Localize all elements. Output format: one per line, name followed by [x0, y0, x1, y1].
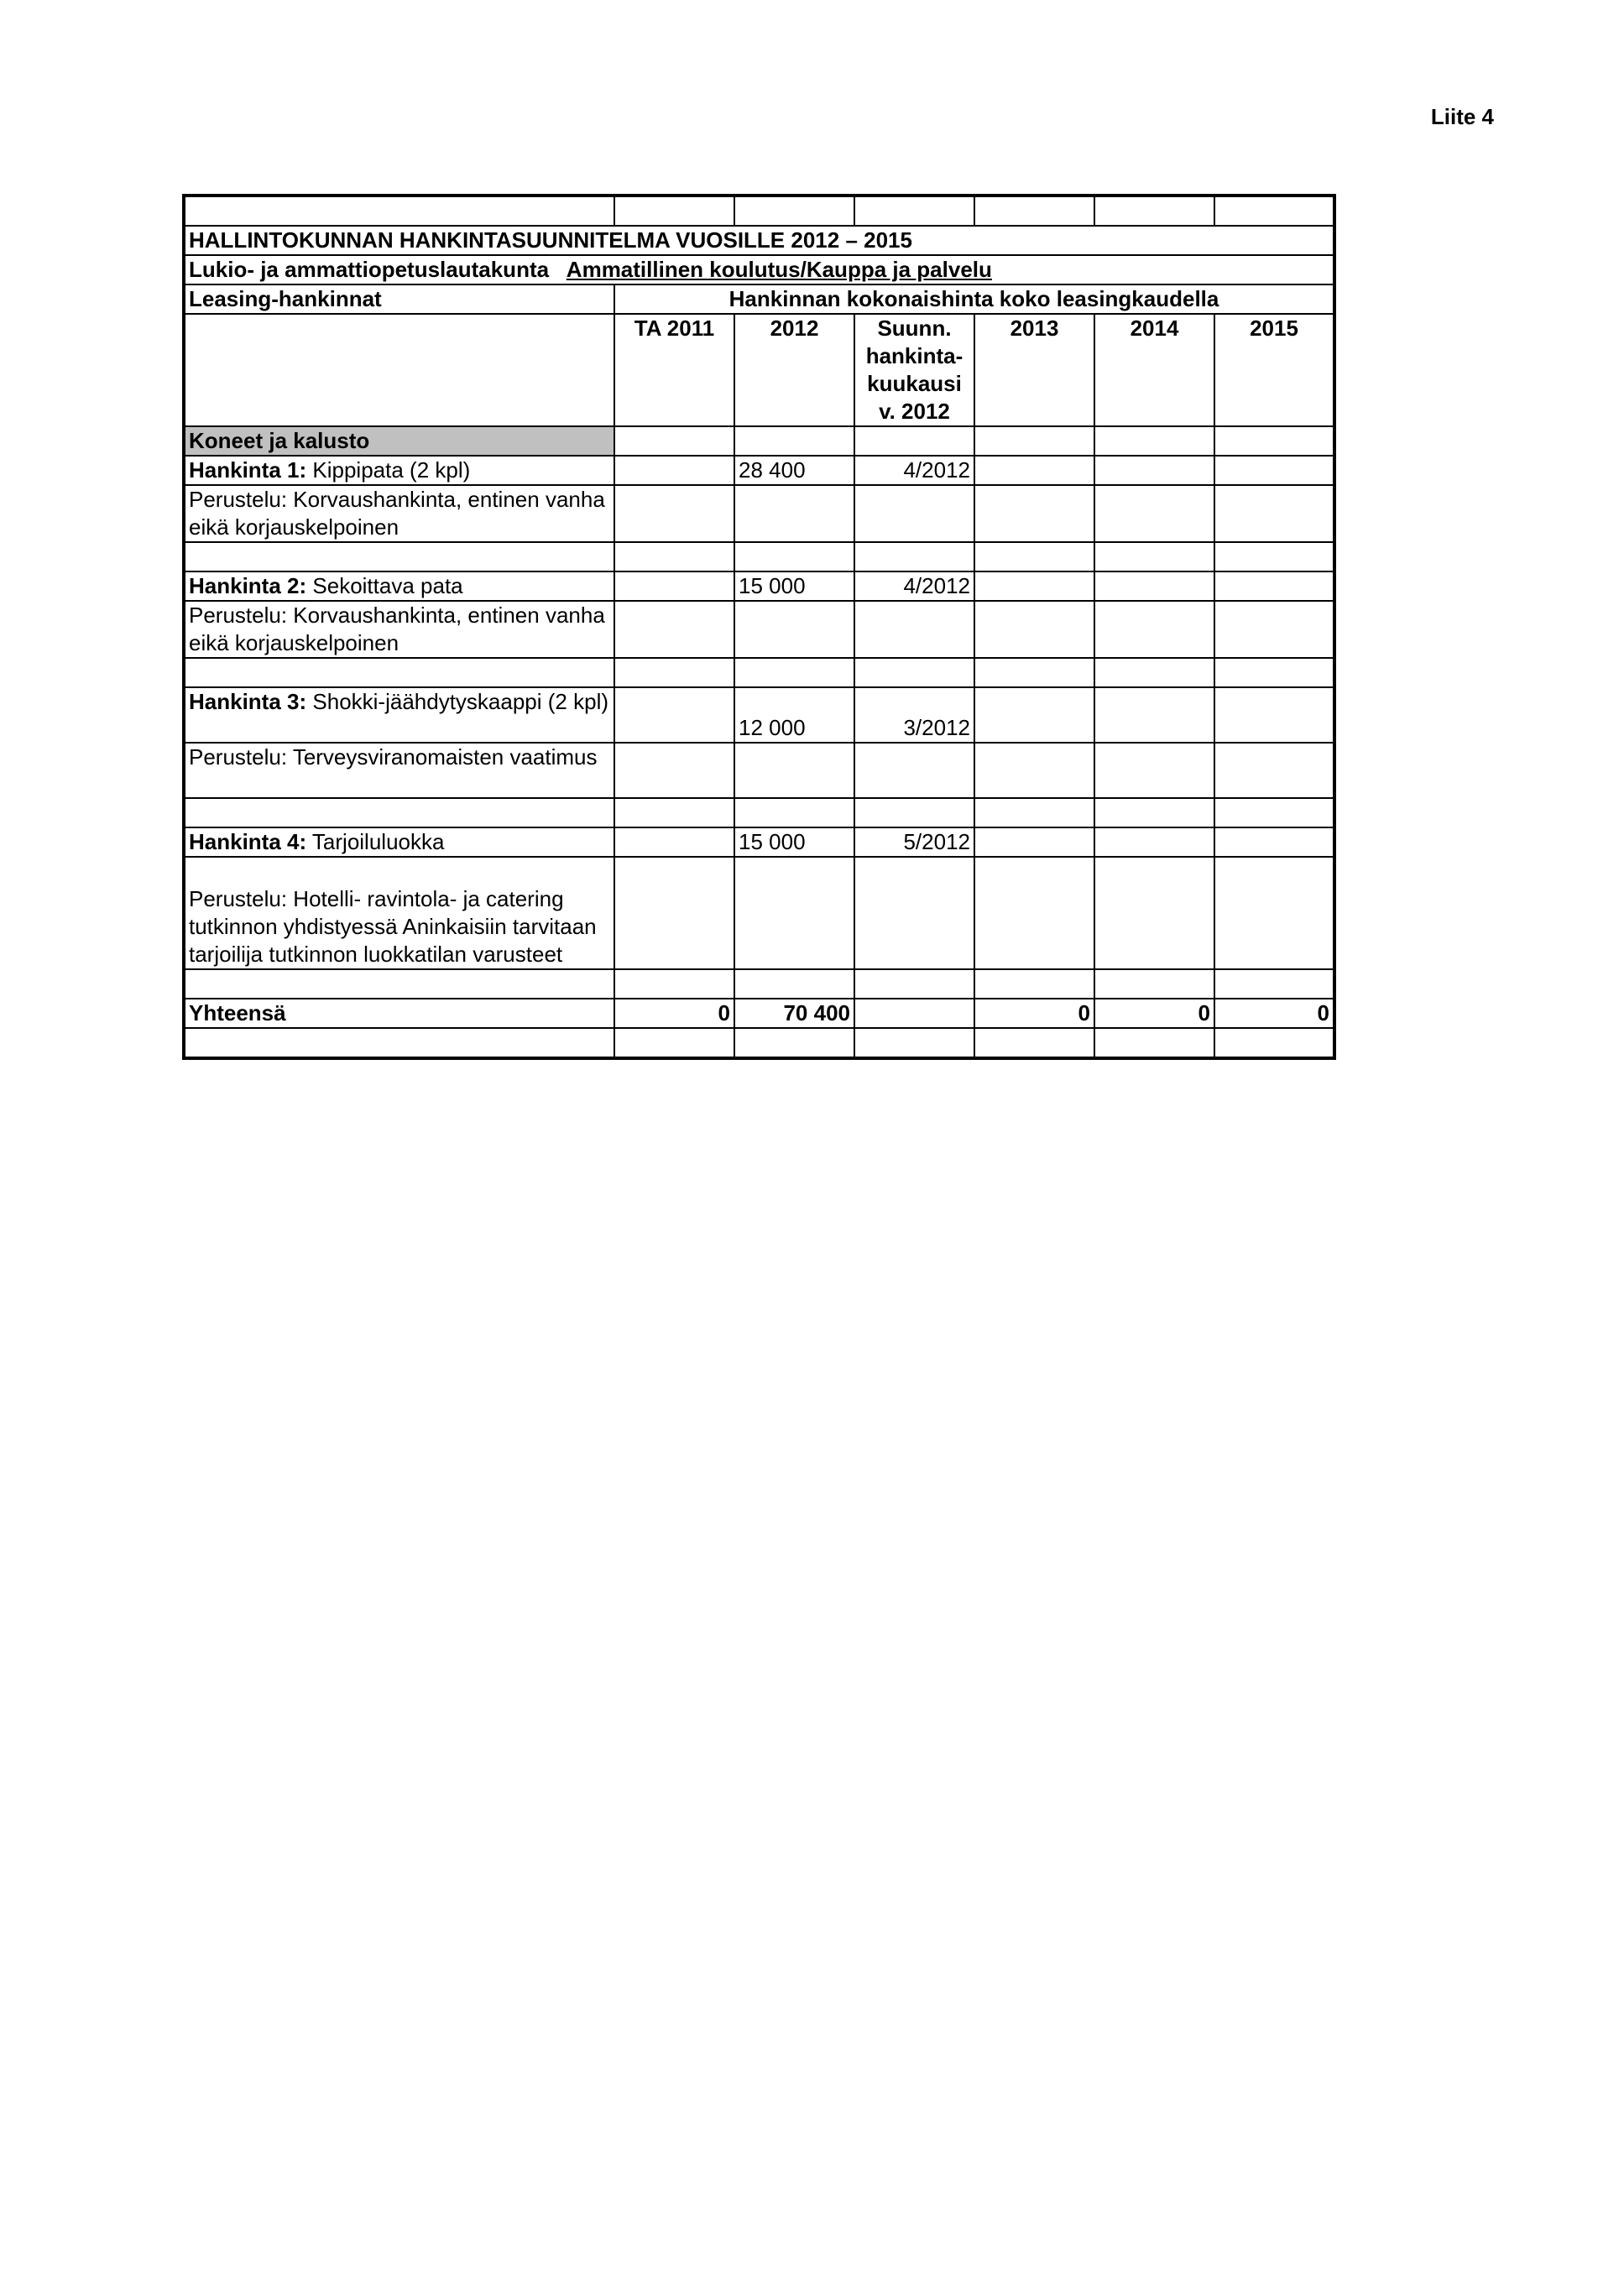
column-header-row	[184, 314, 1334, 426]
item-reason: Perustelu: Terveysviranomaisten vaatimus	[184, 743, 614, 798]
item-month: 3/2012	[854, 687, 974, 743]
board-unit-line	[184, 255, 1334, 284]
item-2012-value: 15 000	[734, 827, 854, 857]
col-month: Suunn. hankinta- kuukausi v. 2012	[854, 314, 974, 426]
table-row	[184, 857, 1334, 969]
table-row	[184, 542, 1334, 571]
item-month: 5/2012	[854, 827, 974, 857]
item-reason: Perustelu: Korvaushankinta, entinen vanha eikä korjauskelpoinen	[184, 485, 614, 542]
item-2012-value: 28 400	[734, 456, 854, 485]
attachment-label: Liite 4	[1430, 104, 1494, 129]
item-2012-value: 12 000	[734, 687, 854, 743]
table-row	[184, 1028, 1334, 1058]
totals-row	[184, 999, 1334, 1028]
table-row	[184, 196, 1334, 226]
col-2013: 2013	[974, 314, 1094, 426]
total-2014: 0	[1094, 999, 1214, 1028]
item-2012-value: 15 000	[734, 571, 854, 601]
table-row	[184, 426, 1334, 456]
totals-label: Yhteensä	[184, 999, 614, 1028]
board-name: Lukio- ja ammattiopetuslautakunta	[189, 257, 550, 282]
section-label: Leasing-hankinnat	[184, 284, 614, 314]
col-2014: 2014	[1094, 314, 1214, 426]
table-row	[184, 969, 1334, 999]
table-row	[184, 658, 1334, 687]
table-row	[184, 284, 1334, 314]
procurement-plan-table	[182, 194, 1336, 1060]
col-2012: 2012	[734, 314, 854, 426]
total-ta2011: 0	[614, 999, 734, 1028]
table-row	[184, 827, 1334, 857]
item-reason: Perustelu: Korvaushankinta, entinen vanha eikä korjauskelpoinen	[184, 601, 614, 658]
item-title: Hankinta 2: Sekoittava pata	[184, 571, 614, 601]
table-row	[184, 456, 1334, 485]
item-reason: Perustelu: Hotelli- ravintola- ja catering tutkinnon yhdistyessä Aninkaisiin tarvitaan tarjoilija tutkinnon luokkatilan varusteet	[184, 857, 614, 969]
total-2015: 0	[1214, 999, 1334, 1028]
total-2012: 70 400	[734, 999, 854, 1028]
table-row	[184, 571, 1334, 601]
item-month: 4/2012	[854, 456, 974, 485]
col-2015: 2015	[1214, 314, 1334, 426]
table-row	[184, 601, 1334, 658]
table-row	[184, 226, 1334, 255]
table-row	[184, 687, 1334, 743]
price-header: Hankinnan kokonaishinta koko leasingkaudella	[614, 284, 1334, 314]
item-title: Hankinta 4: Tarjoiluluokka	[184, 827, 614, 857]
table-row	[184, 485, 1334, 542]
item-title: Hankinta 1: Kippipata (2 kpl)	[184, 456, 614, 485]
unit-name: Ammatillinen koulutus/Kauppa ja palvelu	[566, 257, 992, 282]
table-row	[184, 255, 1334, 284]
category-label: Koneet ja kalusto	[184, 426, 614, 456]
plan-title: HALLINTOKUNNAN HANKINTASUUNNITELMA VUOSILLE 2012 – 2015	[184, 226, 1334, 255]
col-ta2011: TA 2011	[614, 314, 734, 426]
item-month: 4/2012	[854, 571, 974, 601]
total-2013: 0	[974, 999, 1094, 1028]
table-row	[184, 743, 1334, 798]
table-row	[184, 798, 1334, 827]
item-title: Hankinta 3: Shokki-jäähdytyskaappi (2 kpl)	[184, 687, 614, 743]
